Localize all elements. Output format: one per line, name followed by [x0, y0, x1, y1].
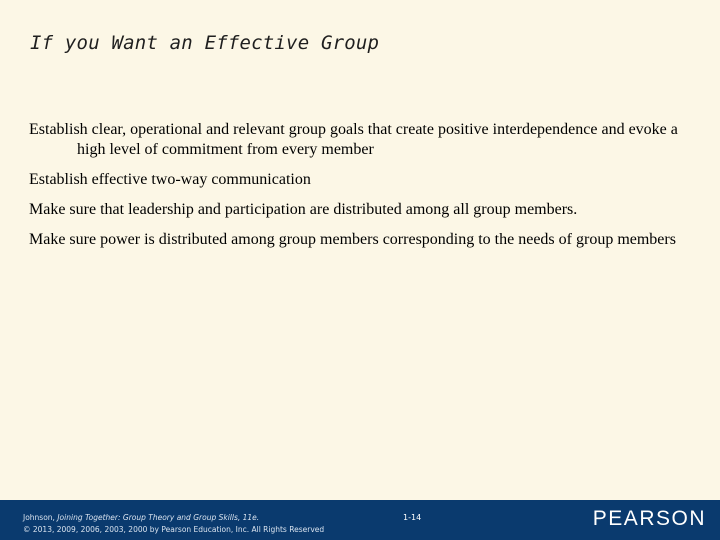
bullet-item-2: Establish effective two-way communication: [29, 171, 311, 188]
pearson-logo: PEARSON: [592, 507, 706, 530]
bullet-list: [29, 120, 689, 260]
footer-citation: [23, 512, 324, 536]
citation-author: Johnson,: [23, 513, 55, 522]
citation-copyright: © 2013, 2009, 2006, 2003, 2000 by Pearson Education, Inc. All Rights Reserved: [23, 525, 325, 534]
footer-bar: [0, 500, 720, 540]
slide-title: If you Want an Effective Group: [30, 32, 380, 54]
bullet-item-4: Make sure power is distributed among group members corresponding to the needs of group members: [29, 231, 676, 248]
citation-book-title: Joining Together: Group Theory and Group Skills, 11e.: [57, 513, 260, 522]
bullet-item-1: Establish clear, operational and relevant group goals that create positive interdependence and evoke a high level of commitment from every member: [29, 121, 678, 158]
bullet-item-3: Make sure that leadership and participation are distributed among all group members.: [29, 201, 578, 218]
page-number: 1-14: [403, 513, 422, 522]
